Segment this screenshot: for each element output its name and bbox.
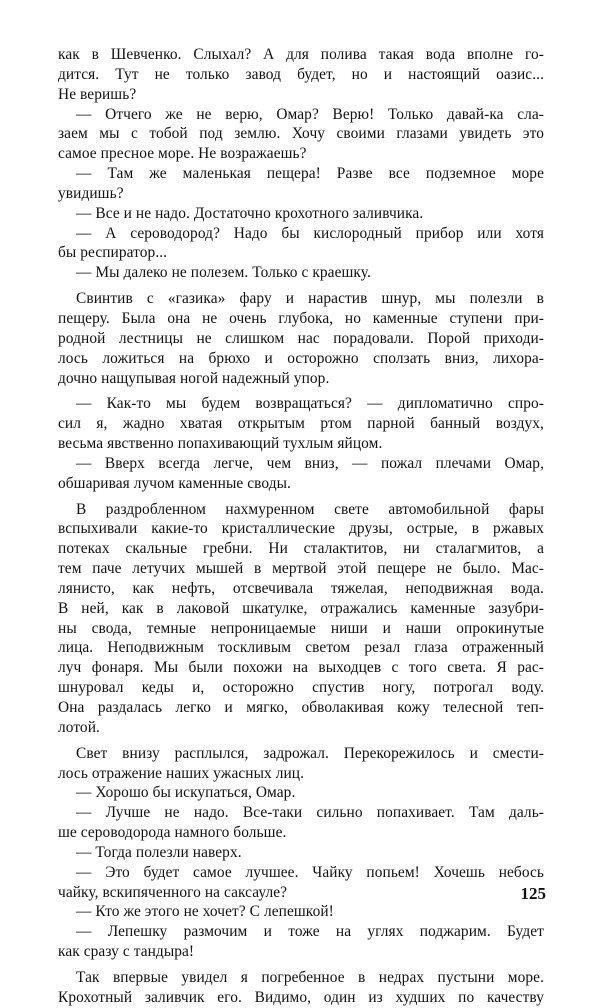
text-line: Она раздалась легко и мягко, обволакивая кожу телесной теп- [58, 699, 544, 716]
text-line: сил я, жадно хватая открытым ртом парной банный воздух, [58, 415, 544, 433]
text-line: шнуровал кеды и, осторожно спустив ногу, потрогал воду. [58, 679, 544, 697]
text-line: дочно нащупывая ногой надежный упор. [58, 369, 330, 387]
text-line: Свинтив с «газика» фару и нарастив шнур, мы полезли в [76, 290, 544, 308]
text-line: — А сероводород? Надо бы кислородный прибор или хотя [76, 224, 544, 242]
text-line: пещеру. Была она не очень глубока, но каменные ступени при- [58, 309, 544, 327]
text-line: — Как-то мы будем возвращаться? — дипломатично спро- [76, 395, 544, 413]
text-line: заем мы с тобой под землю. Хочу своими глазами увидеть это [58, 125, 544, 143]
text-line: — Отчего же не верю, Омар? Верю! Только давай-ка сла- [76, 105, 544, 123]
text-line: вспыхивали какие-то кристаллические друзы, острые, в ржавых [58, 520, 544, 538]
text-line: лось ложиться на брюхо и осторожно сползать вниз, лихора- [58, 349, 544, 367]
text-line: лянисто, как нефть, отсвечивала тяжелая, неподвижная вода. [58, 579, 544, 597]
text-line: весьма явственно попахивающий тухлым яйцом. [58, 435, 383, 453]
text-line: тем паче летучих мышей в мертвой этой пещере не было. Мас- [58, 560, 544, 578]
text-line: — Там же маленькая пещера! Разве все подземное море [76, 165, 544, 183]
text-line: — Тогда полезли наверх. [76, 843, 242, 861]
text-line: — Это будет самое лучшее. Чайку попьем! Хочешь небось [76, 863, 544, 881]
text-line: ны свода, темные непроницаемые ниши и наши опрокинутые [58, 619, 544, 637]
text-line: В раздробленном нахмуренном свете автомобильной фары [76, 500, 544, 518]
text-line: — Все и не надо. Достаточно крохотного заливчика. [76, 204, 424, 222]
text-line: чайку, вскипяченного на саксауле? [58, 883, 288, 901]
text-line: как в Шевченко. Слыхал? А для полива такая вода вполне го- [58, 46, 544, 63]
text-line: Крохотный заливчик его. Видимо, один из худших по качеству [58, 988, 544, 1006]
text-line: обшаривая лучом каменные своды. [58, 474, 291, 492]
text-line: лотой. [58, 718, 100, 736]
text-line: луч фонаря. Мы были похожи на выходцев с того света. Я рас- [58, 659, 544, 677]
text-line: лица. Неподвижным тоскливым светом резал глаза отраженный [58, 639, 544, 657]
text-line: ше сероводорода намного больше. [58, 824, 287, 842]
text-line: как сразу с тандыра! [58, 943, 195, 961]
page-number: 125 [520, 884, 546, 903]
text-line: Не веришь? [58, 85, 137, 103]
text-line: бы респиратор... [58, 244, 168, 262]
text-line: — Хорошо бы искупаться, Омар. [76, 784, 296, 802]
text-line: — Лучше не надо. Все-таки сильно попахивает. Там даль- [76, 804, 544, 822]
text-line: В ней, как в лаковой шкатулке, отражались каменные зазубри- [58, 599, 544, 617]
text-line: лось отражение наших ужасных лиц. [58, 764, 305, 782]
text-line: Так впервые увидел я погребенное в недрах пустыни море. [76, 968, 544, 986]
text-line: — Вверх всегда легче, чем вниз, — пожал плечами Омар, [76, 454, 544, 472]
text-line: самое пресное море. Не возражаешь? [58, 145, 307, 163]
text-line: увидишь? [58, 184, 124, 202]
text-line: — Кто же этого не хочет? С лепешкой! [76, 903, 334, 921]
page-text [58, 45, 544, 1008]
text-line: — Лепешку размочим и тоже на углях поджарим. Будет [76, 923, 544, 941]
text-line: родной лестницы не слишком нас порадовали. Порой приходи- [58, 329, 544, 347]
text-line: дится. Тут не только завод будет, но и настоящий оазис... [58, 65, 544, 83]
text-line: — Мы далеко не полезем. Только с краешку. [76, 264, 371, 282]
text-line: потеках скальные гребни. Ни сталактитов, ни сталагмитов, а [58, 540, 544, 558]
text-line: Свет внизу расплылся, задрожал. Перекорежилось и смести- [76, 744, 544, 762]
